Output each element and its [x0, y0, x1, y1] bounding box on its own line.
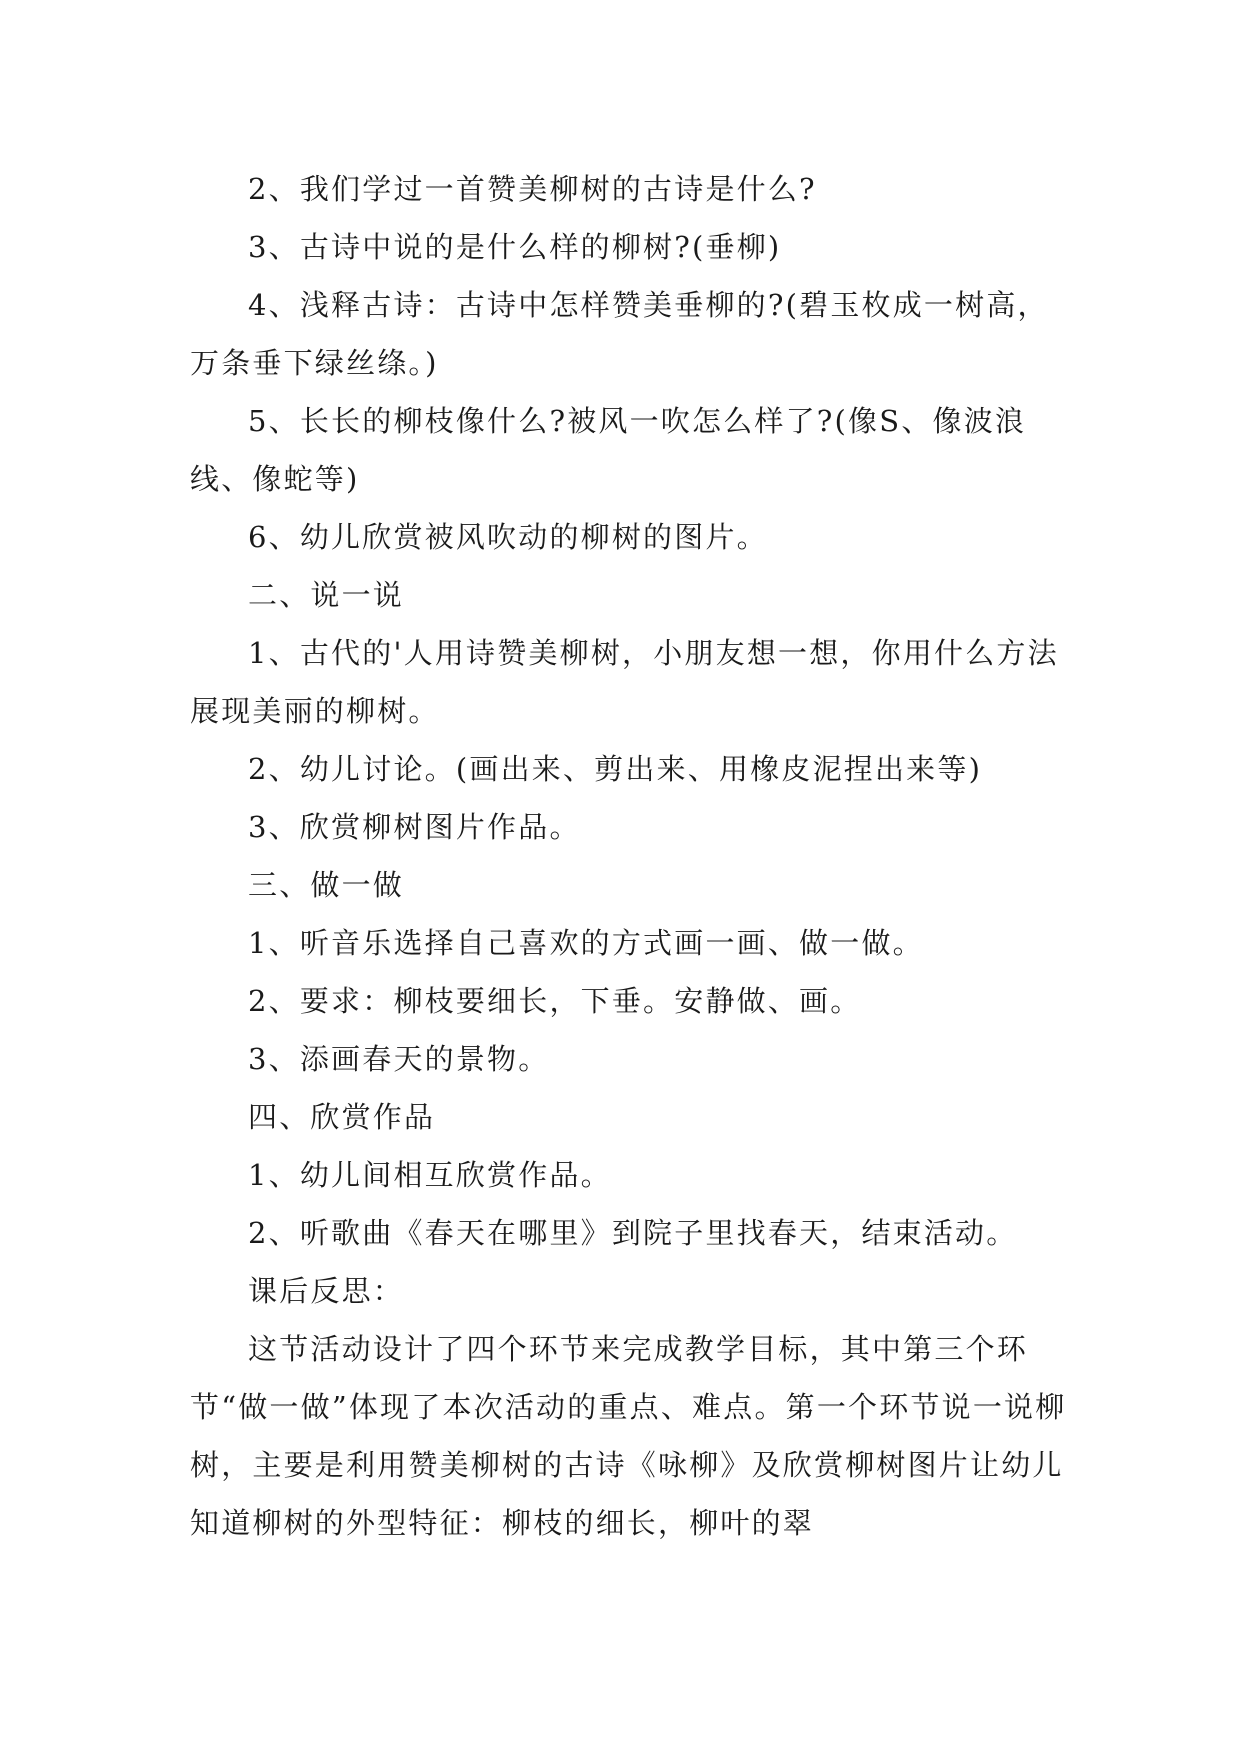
paragraph-do-3: 3、添画春天的景物。 [248, 1042, 550, 1076]
paragraph-question-5: 5、长长的柳枝像什么?被风一吹怎么样了?(像S、像波浪线、像蛇等) [190, 404, 1027, 496]
paragraph-question-4: 4、浅释古诗：古诗中怎样赞美垂柳的?(碧玉枚成一树高，万条垂下绿丝绦。) [190, 288, 1049, 380]
section-heading-do: 三、做一做 [248, 868, 405, 902]
document-body [190, 160, 1070, 1552]
paragraph-say-3: 3、欣赏柳树图片作品。 [248, 810, 581, 844]
paragraph-question-3: 3、古诗中说的是什么样的柳树?(垂柳) [248, 230, 782, 264]
section-heading-appreciate: 四、欣赏作品 [248, 1100, 436, 1134]
paragraph-reflection: 这节活动设计了四个环节来完成教学目标，其中第三个环节“做一做”体现了本次活动的重点、难点。第一个环节说一说柳树，主要是利用赞美柳树的古诗《咏柳》及欣赏柳树图片让幼儿知道柳树的外型特征：柳枝的细长，柳叶的翠 [190, 1332, 1067, 1540]
paragraph-appreciate-2: 2、听歌曲《春天在哪里》到院子里找春天，结束活动。 [248, 1216, 1018, 1250]
paragraph-appreciate-1: 1、幼儿间相互欣赏作品。 [248, 1158, 612, 1192]
section-heading-say: 二、说一说 [248, 578, 405, 612]
paragraph-say-2: 2、幼儿讨论。(画出来、剪出来、用橡皮泥捏出来等) [248, 752, 983, 786]
section-heading-reflection: 课后反思： [248, 1274, 405, 1308]
paragraph-step-6: 6、幼儿欣赏被风吹动的柳树的图片。 [248, 520, 768, 554]
paragraph-say-1: 1、古代的'人用诗赞美柳树，小朋友想一想，你用什么方法展现美丽的柳树。 [190, 636, 1059, 728]
paragraph-question-2: 2、我们学过一首赞美柳树的古诗是什么? [248, 172, 817, 206]
paragraph-do-1: 1、听音乐选择自己喜欢的方式画一画、做一做。 [248, 926, 924, 960]
paragraph-do-2: 2、要求：柳枝要细长，下垂。安静做、画。 [248, 984, 862, 1018]
